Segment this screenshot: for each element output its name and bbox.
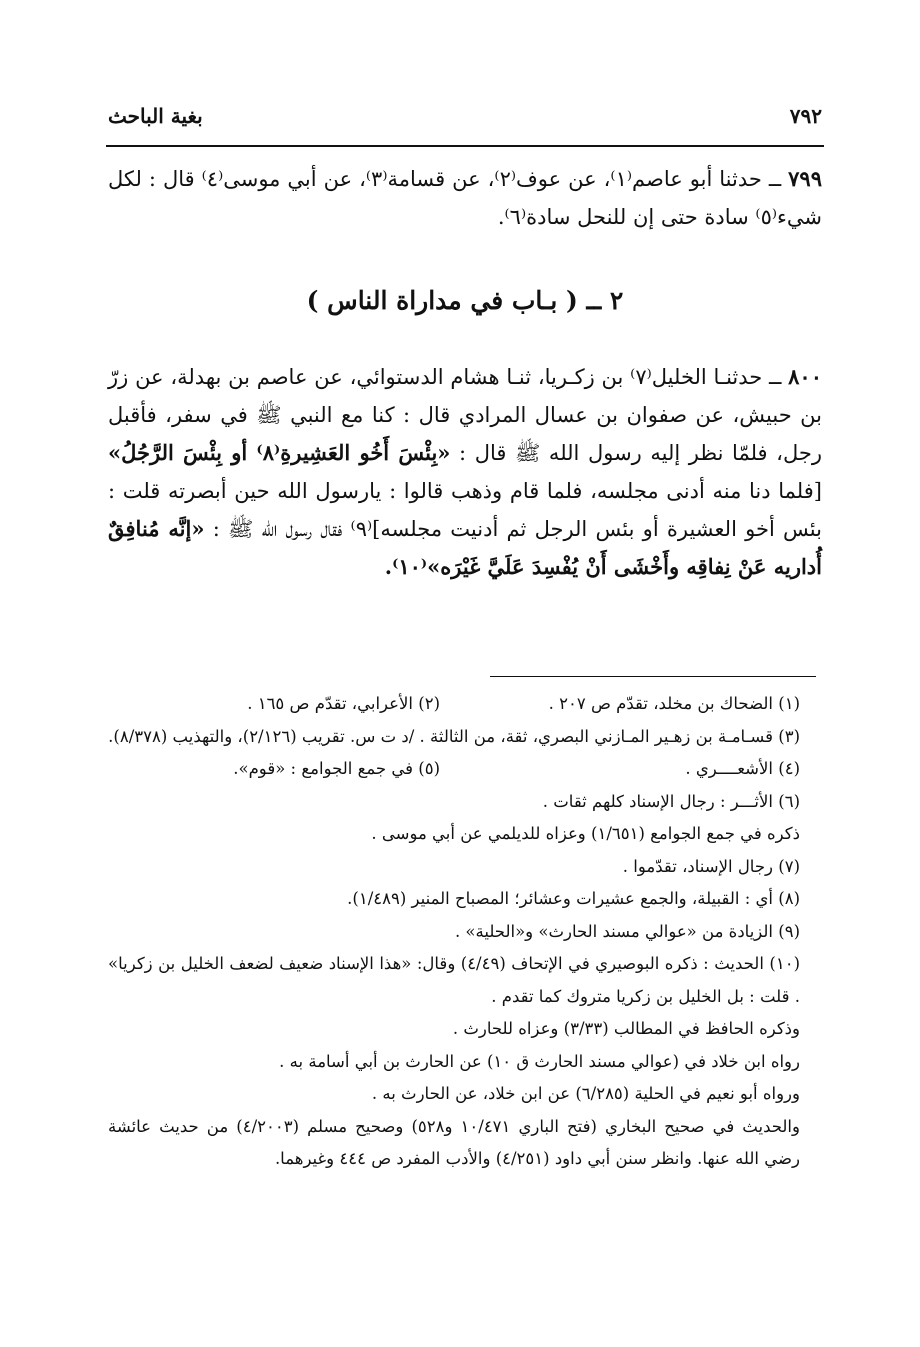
footnote: (٢) الأعرابي، تقدّم ص ١٦٥ . <box>247 694 440 713</box>
hadith-text: ــ حدثنا أبو عاصم⁽١⁾، عن عوف⁽٢⁾، عن قسامة⁽٣⁾، عن أبي موسى⁽٤⁾ قال : لكل شيء⁽٥⁾ سادة حتى إن للنحل سادة⁽٦⁾. <box>108 167 822 229</box>
main-text <box>108 160 822 586</box>
hadith-number: ٧٩٩ <box>788 166 822 191</box>
footnote: وذكره الحافظ في المطالب (٣/٣٣) وعزاه للحارث . <box>452 1019 800 1038</box>
footnote: (١) الضحاك بن مخلد، تقدّم ص ٢٠٧ . <box>548 694 800 713</box>
footnote: رواه ابن خلاد في (عوالي مسند الحارث ق ١٠) عن الحارث بن أبي أسامة به . <box>279 1051 800 1071</box>
footnote: ورواه أبو نعيم في الحلية (٦/٢٨٥) عن ابن خلاد، عن الحارث به . <box>371 1084 800 1103</box>
footnote: (٤) الأشعــــري . <box>685 759 800 778</box>
footnote: (٨) أي : القبيلة، والجمع عشيرات وعشائر؛ المصباح المنير (١/٤٨٩). <box>347 889 800 908</box>
footnote: والحديث في صحيح البخاري (فتح الباري ١٠/٤٧١ و٥٢٨) وصحيح مسلم (٤/٢٠٠٣) من حديث عائشة رضي الله عنها. وانظر سنن أبي داود (٤/٢٥١) والأدب المفرد ص ٤٤٤ وغيرهما. <box>108 1116 800 1168</box>
header-rule <box>106 145 824 147</box>
chapter-title: ٢ ــ ( بـاب في مداراة الناس ) <box>306 286 624 315</box>
hadith-800 <box>108 358 822 586</box>
page-number: ٧٩٢ <box>789 104 822 128</box>
footnote-row <box>108 753 822 786</box>
hadith-text: ــ حدثنـا الخليل⁽٧⁾ بن زكـريا، ثنـا هشام الدستوائي، عن عاصم بن بهدلة، عن زرّ بن حبيش، عن صفوان بن عسال المرادي قال : كنا مع النبي ﷺ في سفر، فأقبل رجل، فلمّا نظر إليه رسول الله ﷺ قال : <box>108 365 822 465</box>
footnote-rule <box>490 676 816 677</box>
footnote: (٧) رجال الإسناد، تقدّموا . <box>622 856 800 876</box>
footnote: (٩) الزيادة من «عوالي مسند الحارث» و«الحلية» . <box>454 921 800 941</box>
footnote: (٦) الأثـــر : رجال الإسناد كلهم ثقات . <box>542 791 800 811</box>
hadith-text: [فلما دنا منه أدنى مجلسه، فلما قام وذهب قالوا : يارسول الله حين أبصرته قلت : بئس أخو العشيرة أو بئس الرجل ثم أدنيت مجلسه]⁽٩⁾ فقال رسول الله ﷺ : <box>108 479 822 541</box>
footnote: ذكره في جمع الجوامع (١/٦٥١) وعزاه للديلمي عن أبي موسى . <box>371 824 800 843</box>
hadith-799 <box>108 160 822 236</box>
prophetic-quote: «بِئْسَ أَخُو العَشِيرةِ⁽٨⁾ أو بِئْسَ الرَّجُلُ» <box>108 440 451 465</box>
footnote: (٣) قسـامـة بن زهـير المـازني البصري، ثقة، من الثالثة . /د ت س. تقريب (٢/١٢٦)، والتهذيب (٨/٣٧٨). <box>108 726 800 746</box>
footnote-row <box>108 688 822 721</box>
page-header <box>108 96 822 136</box>
prophetic-quote: «إنَّه مُنافِقٌ أُداريه عَنْ نِفاقِه وأَخْشَى أَنْ يُفْسِدَ عَلَيَّ غَيْرَه»⁽١٠⁾. <box>108 516 822 579</box>
running-title: بغية الباحث <box>108 104 203 128</box>
hadith-number: ٨٠٠ <box>788 364 822 389</box>
footnotes <box>108 688 822 1176</box>
footnote: (٥) في جمع الجوامع : «قوم». <box>233 759 440 778</box>
footnote: (١٠) الحديث : ذكره البوصيري في الإتحاف (٤/٤٩) وقال: «هذا الإسناد ضعيف لضعف الخليل بن زكريا» . قلت : بل الخليل بن زكريا متروك كما تقدم . <box>108 954 800 1006</box>
